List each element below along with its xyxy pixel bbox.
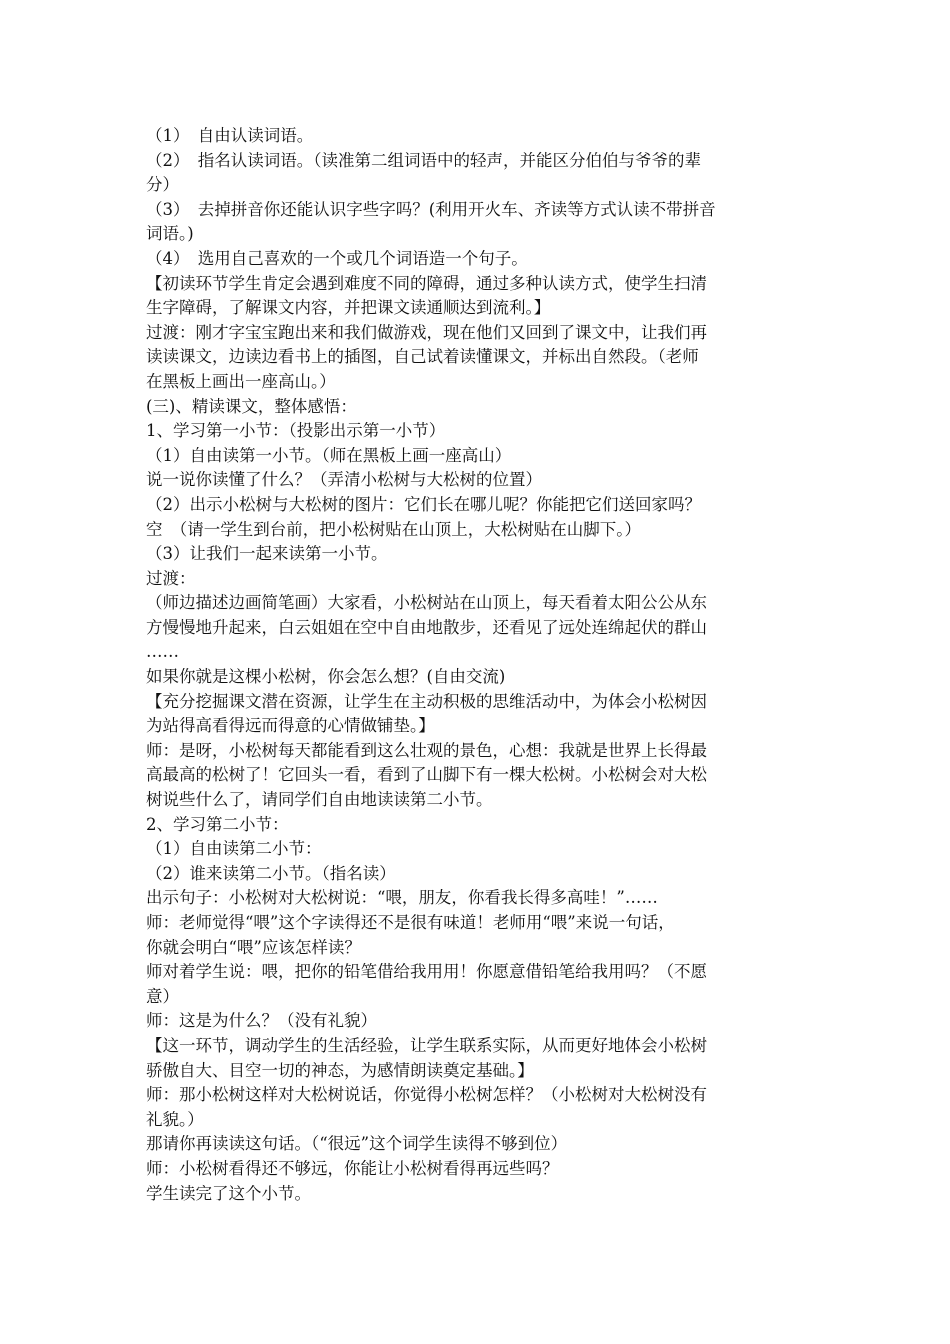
text-line: 高最高的松树了！它回头一看，看到了山脚下有一棵大松树。小松树会对大松 bbox=[146, 765, 707, 785]
text-line: 出示句子：小松树对大松树说：“喂，朋友，你看我长得多高哇！”…… bbox=[146, 888, 658, 908]
section-heading: (三)、精读课文，整体感悟： bbox=[146, 396, 357, 416]
text-line: …… bbox=[146, 642, 179, 662]
text-line: （1） 自由认读词语。 bbox=[146, 126, 314, 145]
text-line: 在黑板上画出一座高山。） bbox=[146, 371, 336, 391]
text-line: 读读课文，边读边看书上的插图，自己试着读懂课文，并标出自然段。（老师 bbox=[146, 347, 699, 367]
text-line: 师：这是为什么？（没有礼貌） bbox=[146, 1011, 377, 1031]
document-body bbox=[146, 124, 812, 1206]
text-line: 师：那小松树这样对大松树说话，你觉得小松树怎样？（小松树对大松树没有 bbox=[146, 1085, 707, 1105]
text-line: 说一说你读懂了什么？（弄清小松树与大松树的位置） bbox=[146, 470, 542, 490]
text-line: 师：是呀，小松树每天都能看到这么壮观的景色，心想：我就是世界上长得最 bbox=[146, 740, 707, 760]
text-line: 师对着学生说：喂，把你的铅笔借给我用用！你愿意借铅笔给我用吗？（不愿 bbox=[146, 962, 707, 982]
text-line: （4） 选用自己喜欢的一个或几个词语造一个句子。 bbox=[146, 248, 528, 268]
text-line: 词语。) bbox=[146, 224, 194, 244]
text-line: 师：老师觉得“喂”这个字读得还不是很有味道！老师用“喂”来说一句话， bbox=[146, 913, 675, 932]
subsection-heading: 2、学习第二小节： bbox=[146, 814, 289, 834]
text-line: 【充分挖掘课文潜在资源，让学生在主动积极的思维活动中，为体会小松树因 bbox=[146, 691, 707, 711]
text-line: 方慢慢地升起来，白云姐姐在空中自由地散步，还看见了远处连绵起伏的群山 bbox=[146, 617, 707, 637]
text-line: 那请你再读读这句话。（“很远”这个词学生读得不够到位） bbox=[146, 1134, 568, 1154]
text-line: （师边描述边画简笔画）大家看，小松树站在山顶上，每天看着太阳公公从东 bbox=[146, 593, 707, 613]
text-line: （2） 指名认读词语。（读准第二组词语中的轻声，并能区分伯伯与爷爷的辈 bbox=[146, 150, 701, 170]
text-line: （3）让我们一起来读第一小节。 bbox=[146, 544, 388, 564]
text-line: （2）谁来读第二小节。（指名读） bbox=[146, 863, 396, 883]
text-line: 【这一环节，调动学生的生活经验，让学生联系实际，从而更好地体会小松树 bbox=[146, 1035, 707, 1055]
text-line: 如果你就是这棵小松树，你会怎么想？(自由交流) bbox=[146, 667, 506, 687]
text-line: 你就会明白“喂”应该怎样读？ bbox=[146, 937, 361, 957]
text-line: （1）自由读第一小节。（师在黑板上画一座高山） bbox=[146, 445, 512, 465]
text-line: 礼貌。） bbox=[146, 1109, 204, 1129]
text-line: 学生读完了这个小节。 bbox=[146, 1183, 311, 1203]
text-line: 分） bbox=[146, 175, 179, 195]
text-line: 空 （请一学生到台前，把小松树贴在山顶上，大松树贴在山脚下。） bbox=[146, 519, 641, 539]
text-line: 意） bbox=[146, 986, 179, 1006]
text-line: （1）自由读第二小节： bbox=[146, 839, 322, 859]
subsection-heading: 1、学习第一小节：（投影出示第一小节） bbox=[146, 421, 446, 441]
text-line: 【初读环节学生肯定会遇到难度不同的障碍，通过多种认读方式，使学生扫清 bbox=[146, 273, 707, 293]
text-line: 树说些什么了，请同学们自由地读读第二小节。 bbox=[146, 790, 493, 810]
text-line: （3） 去掉拼音你还能认识字些字吗？(利用开火车、齐读等方式认读不带拼音 bbox=[146, 199, 716, 219]
text-line: 骄傲自大、目空一切的神态，为感情朗读奠定基础。】 bbox=[146, 1060, 534, 1080]
text-line: （2）出示小松树与大松树的图片：它们长在哪儿呢？你能把它们送回家吗？ bbox=[146, 494, 701, 514]
text-line: 为站得高看得远而得意的心情做铺垫。】 bbox=[146, 716, 435, 736]
text-line: 师：小松树看得还不够远，你能让小松树看得再远些吗？ bbox=[146, 1158, 559, 1178]
text-line: 过渡：刚才字宝宝跑出来和我们做游戏，现在他们又回到了课文中，让我们再 bbox=[146, 322, 707, 342]
text-line: 过渡： bbox=[146, 568, 196, 588]
text-line: 生字障碍，了解课文内容，并把课文读通顺达到流利。】 bbox=[146, 298, 551, 318]
